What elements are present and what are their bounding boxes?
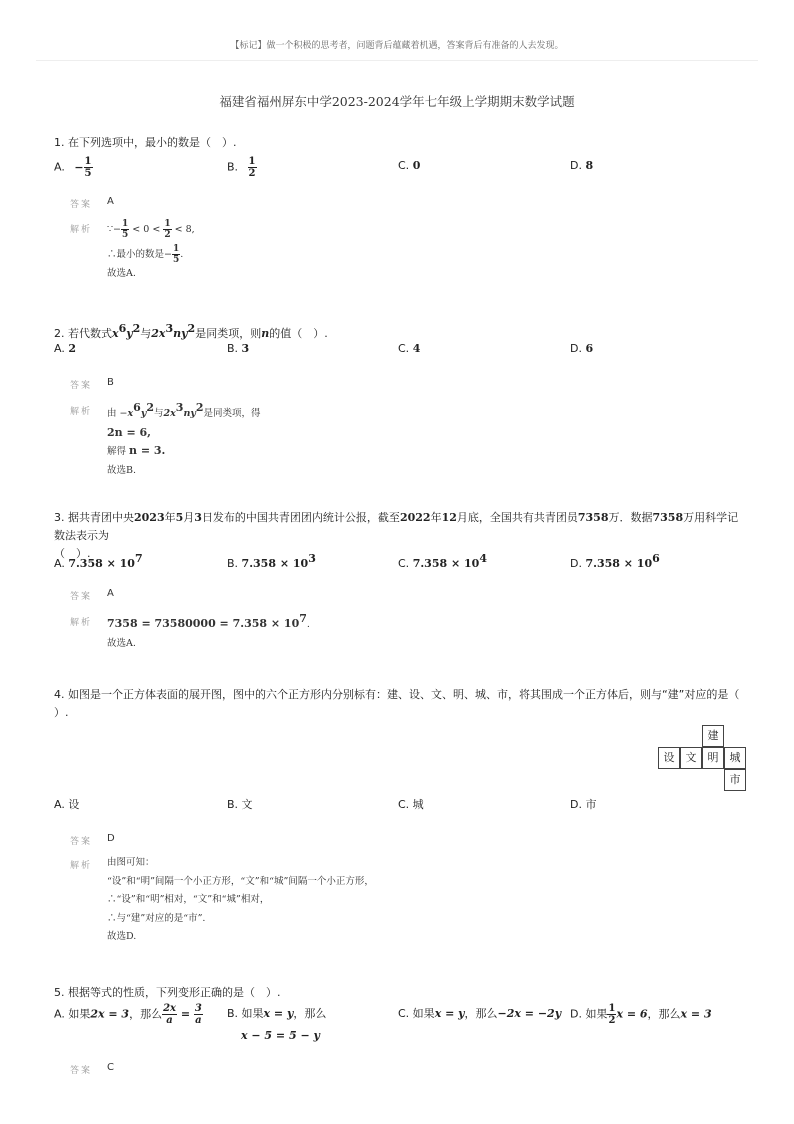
q3-solution: $7358 = 73580000 = 7.358 \times 10^7$. 故选A. [107,612,310,649]
q4-solution: 由图可知： “设”和“明”间隔一个小正方形，“文”和“城”间隔一个小正方形， ∴“设”和“明”相对，“文”和“城”相对， ∴与“建”对应的是“市”. 故选D. [107,857,374,942]
q1-answer-label: 答案 [70,200,93,210]
q5-option-b: B. 如果x = y，那么 x − 5 = 5 − y [227,1007,327,1042]
q5-option-a: A. 如果2x = 3，那么 $\frac{2x}{a}$ = $\frac{3}{a}$ [54,1003,202,1026]
q5-answer-label: 答案 [70,1066,93,1076]
net-cell-shi: 市 [724,769,746,791]
q4-option-d: D. 市 [570,798,597,811]
q2-option-d: D. 6 [570,342,594,355]
q2-answer: B [107,377,114,388]
question-2-stem: 2. 若代数式$x^6y^2$与$2x^3ny^2$是同类项，则n的值（ ）. [54,322,328,340]
net-cell-wen: 文 [680,747,702,769]
q3-option-d: D. $7.358 \times 10^6$ [570,552,660,570]
q1-option-d: D. 8 [570,159,594,172]
q2-option-a: A. 2 [54,342,76,355]
q1-solution: ∵− $\frac{1}{5}$ < 0 < $\frac{1}{2}$ < 8, ∴最小的数是− $\frac{1}{5}$ . 故选A. [107,219,195,279]
net-cell-ming: 明 [702,747,724,769]
page-title: 福建省福州屏东中学2023-2024学年七年级上学期期末数学试题 [219,94,575,109]
net-cell-she: 设 [658,747,680,769]
question-4-stem: 4. 如图是一个正方体表面的展开图，图中的六个正方形内分别标有：建、设、文、明、城、市，将其围成一个正方体后，则与“建”对应的是（ ）. [54,688,740,719]
q3-answer-label: 答案 [70,592,93,602]
q3-option-c: C. $7.358 \times 10^4$ [398,552,487,570]
q2-option-c: C. 4 [398,342,421,355]
q1-analysis-label: 解析 [70,225,93,235]
q2-answer-label: 答案 [70,381,93,391]
q5-answer: C [107,1062,114,1073]
q1-option-a: A. − $\frac{1}{5}$ [54,156,92,179]
header-divider [36,60,758,61]
net-cell-jian: 建 [702,725,724,747]
header-note: 【标记】做一个积极的思考者，问题背后蕴藏着机遇，答案背后有准备的人去发现。 [230,41,564,51]
q4-option-c: C. 城 [398,798,424,811]
question-1-stem: 1. 在下列选项中，最小的数是（ ）. [54,136,237,149]
q1-answer: A [107,196,114,207]
question-5-stem: 5. 根据等式的性质，下列变形正确的是（ ）. [54,986,281,999]
q5-option-d: D. 如果 $\frac{1}{2}$ x = 6，那么x = 3 [570,1003,712,1026]
q4-answer-label: 答案 [70,837,93,847]
q1-option-c: C. 0 [398,159,421,172]
q2-option-b: B. 3 [227,342,250,355]
q2-analysis-label: 解析 [70,407,93,417]
q4-option-a: A. 设 [54,798,80,811]
q3-option-b: B. $7.358 \times 10^3$ [227,552,316,570]
q3-option-a: A. $7.358 \times 10^7$ [54,552,143,570]
q4-option-b: B. 文 [227,798,253,811]
q1-option-b: B. $\frac{1}{2}$ [227,156,256,179]
net-cell-cheng: 城 [724,747,746,769]
q4-analysis-label: 解析 [70,861,93,871]
q3-answer: A [107,588,114,599]
question-3-stem: 3. 据共青团中央2023年5月3日发布的中国共青团团内统计公报，截至2022年12月底，全国共有共青团员7358万．数据7358万用科学记数法表示为 （ ）. [54,511,739,560]
q3-analysis-label: 解析 [70,618,93,628]
q5-option-c: C. 如果x = y，那么−2x = −2y [398,1007,562,1020]
q4-answer: D [107,833,115,844]
q2-solution: 由 $-x^6y^2$与$2x^3ny^2$是同类项，得 2n = 6, 解得 n = 3. 故选B. [107,401,261,476]
